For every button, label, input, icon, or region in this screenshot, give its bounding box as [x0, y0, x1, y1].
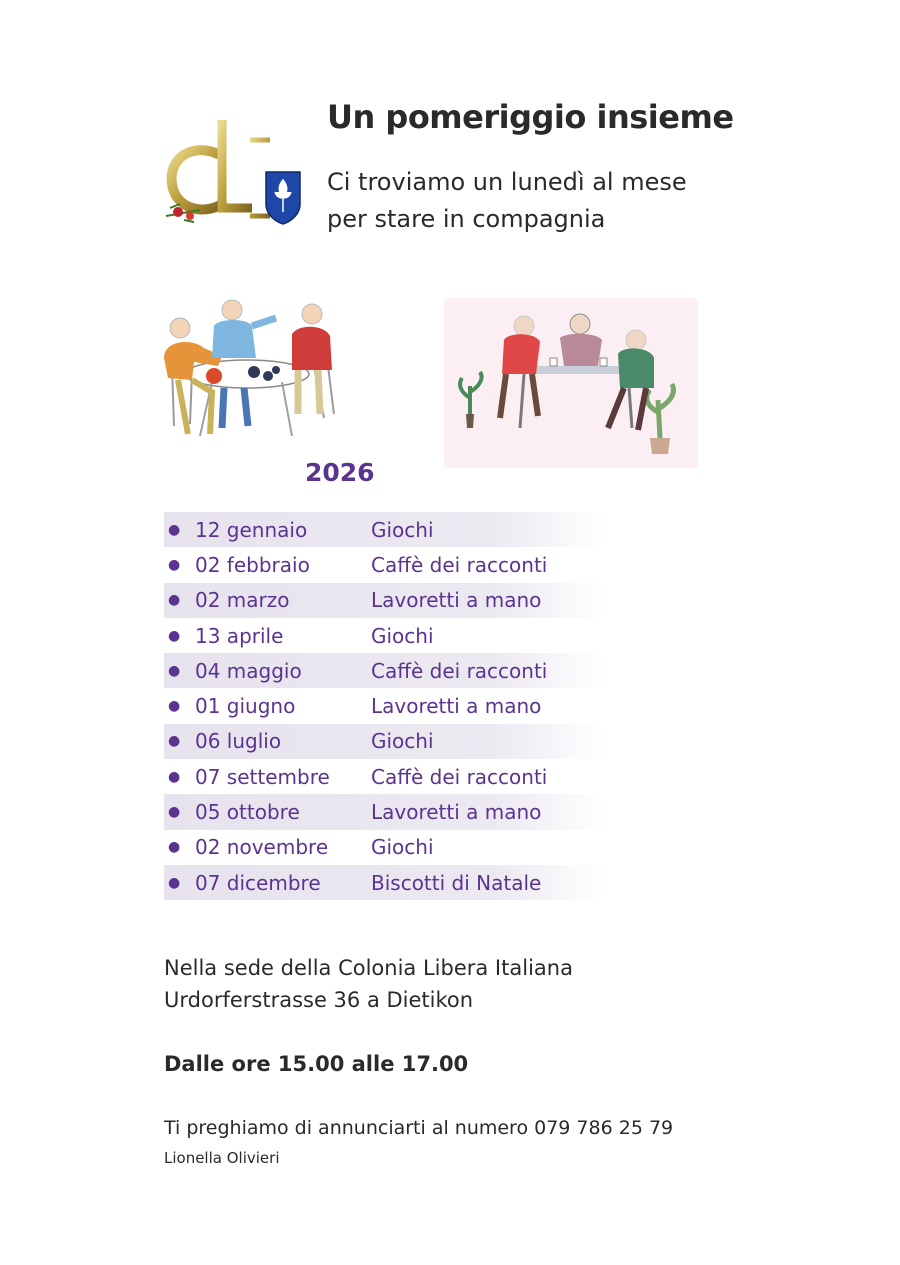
bullet-icon: ● — [168, 839, 181, 856]
schedule-item — [164, 512, 604, 547]
venue-line-1: Nella sede della Colonia Libera Italiana — [164, 956, 573, 980]
schedule-item — [164, 794, 604, 829]
bullet-icon: ● — [168, 556, 181, 573]
schedule-item — [164, 865, 604, 900]
schedule-item — [164, 583, 604, 618]
bullet-icon: ● — [168, 804, 181, 821]
meeting-hours: Dalle ore 15.00 alle 17.00 — [164, 1052, 469, 1076]
schedule-activity: Caffè dei racconti — [371, 658, 548, 683]
schedule-date: 07 settembre — [195, 764, 330, 789]
schedule-activity: Giochi — [371, 517, 434, 542]
schedule-activity: Giochi — [371, 835, 434, 860]
page-title: Un pomeriggio insieme — [327, 98, 734, 136]
schedule-item — [164, 830, 604, 865]
schedule-activity: Lavoretti a mano — [371, 694, 542, 719]
bullet-icon: ● — [168, 768, 181, 785]
bullet-icon: ● — [168, 662, 181, 679]
schedule-item — [164, 618, 604, 653]
venue-address — [164, 952, 573, 1016]
schedule-year: 2026 — [305, 458, 375, 487]
contact-line: Ti preghiamo di annunciarti al numero 079 786 25 79 — [164, 1117, 674, 1139]
seniors-coffee-illustration — [440, 288, 702, 473]
schedule-activity: Caffè dei racconti — [371, 764, 548, 789]
organizer-name: Lionella Olivieri — [164, 1149, 280, 1167]
bullet-icon: ● — [168, 627, 181, 644]
bullet-icon: ● — [168, 874, 181, 891]
schedule-activity: Lavoretti a mano — [371, 588, 542, 613]
schedule-date: 13 aprile — [195, 623, 284, 648]
schedule-activity: Giochi — [371, 729, 434, 754]
schedule-item — [164, 724, 604, 759]
bullet-icon: ● — [168, 592, 181, 609]
subtitle-line-2: per stare in compagnia — [327, 205, 606, 233]
schedule-date: 02 marzo — [195, 588, 290, 613]
schedule-item — [164, 759, 604, 794]
bullet-icon: ● — [168, 733, 181, 750]
schedule-item — [164, 688, 604, 723]
schedule-date: 02 novembre — [195, 835, 329, 860]
schedule-item — [164, 547, 604, 582]
schedule-date: 12 gennaio — [195, 517, 308, 542]
schedule-activity: Biscotti di Natale — [371, 870, 542, 895]
schedule-list — [164, 512, 604, 900]
seniors-table-illustration — [152, 296, 347, 446]
subtitle-line-1: Ci troviamo un lunedì al mese — [327, 168, 687, 196]
schedule-activity: Caffè dei racconti — [371, 552, 548, 577]
venue-line-2: Urdorferstrasse 36 a Dietikon — [164, 988, 474, 1012]
schedule-date: 04 maggio — [195, 658, 302, 683]
bullet-icon: ● — [168, 521, 181, 538]
club-logo — [160, 112, 305, 232]
bullet-icon: ● — [168, 698, 181, 715]
schedule-date: 07 dicembre — [195, 870, 321, 895]
schedule-date: 05 ottobre — [195, 800, 300, 825]
schedule-item — [164, 653, 604, 688]
schedule-date: 06 luglio — [195, 729, 282, 754]
schedule-date: 01 giugno — [195, 694, 296, 719]
schedule-activity: Giochi — [371, 623, 434, 648]
schedule-date: 02 febbraio — [195, 552, 310, 577]
page-subtitle — [327, 164, 687, 238]
schedule-activity: Lavoretti a mano — [371, 800, 542, 825]
